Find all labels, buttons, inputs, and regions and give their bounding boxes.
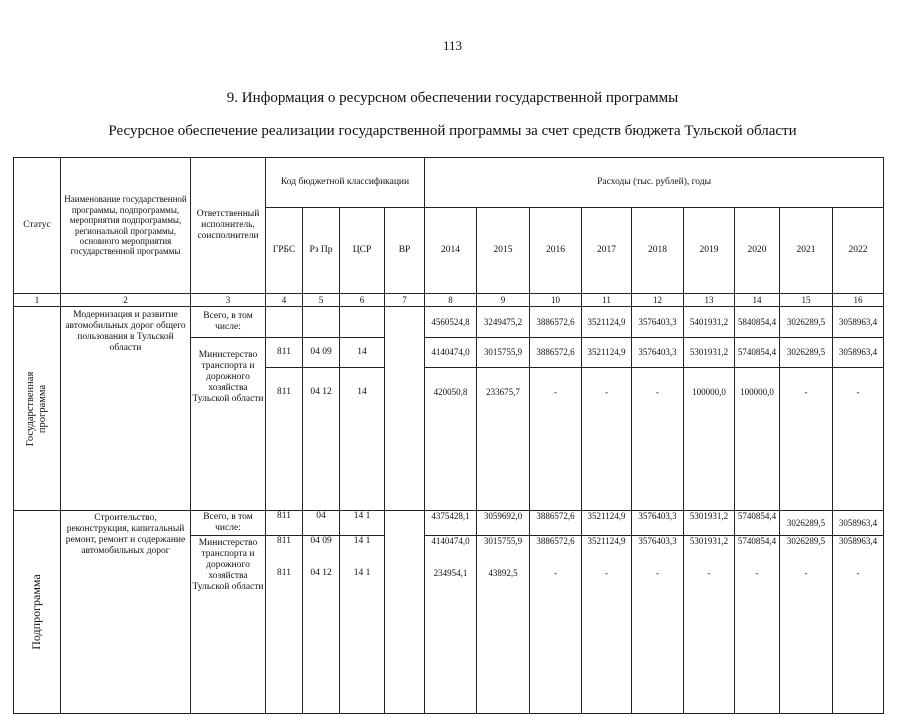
header-year: 2018 — [632, 208, 684, 294]
responsible-cell — [191, 307, 266, 511]
year-cell — [780, 511, 833, 714]
year-cell — [632, 511, 684, 714]
rzpr-cell — [303, 307, 340, 511]
expense-value: 3026289,5 — [786, 517, 826, 528]
expense-value: 4375428,1 — [431, 511, 470, 521]
grbs-value: 811 — [277, 567, 291, 578]
col-number: 11 — [582, 294, 632, 307]
year-cell — [684, 511, 735, 714]
header-year: 2016 — [530, 208, 582, 294]
year-cell — [833, 511, 884, 714]
year-cell — [735, 307, 780, 511]
year-cell — [780, 307, 833, 511]
expense-value: 233675,7 — [477, 367, 529, 417]
vr-cell — [385, 511, 425, 714]
status-label: Подпрограмма — [29, 574, 44, 650]
expense-value: 3576403,3 — [632, 535, 683, 563]
grbs-value: 811 — [266, 337, 302, 367]
expense-value: 234954,1 — [433, 567, 468, 578]
col-number: 6 — [340, 294, 385, 307]
col-number: 14 — [735, 294, 780, 307]
expense-value: 5740854,4 — [735, 337, 779, 367]
col-number: 2 — [61, 294, 191, 307]
header-expenses: Расходы (тыс. рублей), годы — [425, 158, 884, 208]
expense-value: 3521124,9 — [582, 337, 631, 367]
header-year: 2022 — [833, 208, 884, 294]
expense-value: - — [780, 367, 832, 417]
header-grbs: ГРБС — [266, 208, 303, 294]
expense-value: 3886572,6 — [536, 511, 575, 521]
resp-total: Всего, в том числе: — [203, 311, 253, 332]
status-label: Государственная программа — [24, 371, 48, 446]
expense-value: 3576403,3 — [638, 511, 677, 521]
year-cell — [582, 511, 632, 714]
year-cell — [425, 307, 477, 511]
col-number: 15 — [780, 294, 833, 307]
expense-value: - — [833, 367, 883, 417]
expense-value: 100000,0 — [684, 367, 734, 417]
expense-value: - — [856, 567, 860, 578]
expense-value: 5740854,4 — [735, 535, 779, 563]
col-number: 8 — [425, 294, 477, 307]
expense-value: 3521124,9 — [587, 316, 626, 327]
csr-value: 14 1 — [353, 511, 371, 521]
csr-value: 14 — [340, 367, 384, 417]
header-budget-code: Код бюджетной классификации — [266, 158, 425, 208]
year-cell — [425, 511, 477, 714]
expense-value: - — [804, 567, 808, 578]
grbs-value — [266, 307, 302, 337]
vr-cell — [385, 307, 425, 511]
rzpr-cell — [303, 511, 340, 714]
rzpr-value: 04 12 — [310, 567, 332, 578]
col-number: 3 — [191, 294, 266, 307]
expense-value: 3058963,4 — [833, 535, 883, 563]
expense-value: 3521124,9 — [587, 511, 626, 521]
expense-value: 3015755,9 — [477, 535, 529, 563]
rzpr-value: 04 12 — [303, 367, 339, 417]
rzpr-value: 04 09 — [303, 337, 339, 367]
header-status: Статус — [14, 158, 61, 294]
year-cell — [477, 307, 530, 511]
expense-value: 3026289,5 — [780, 535, 832, 563]
expense-value: 420050,8 — [425, 367, 476, 417]
expense-value: 3886572,6 — [530, 337, 581, 367]
col-number: 1 — [14, 294, 61, 307]
expense-value: - — [582, 367, 631, 417]
responsible-cell — [191, 511, 266, 714]
expense-value: - — [755, 567, 759, 578]
expense-value: 4560524,8 — [431, 316, 470, 327]
col-number: 10 — [530, 294, 582, 307]
expense-value: - — [656, 567, 660, 578]
year-cell — [632, 307, 684, 511]
status-cell — [14, 511, 61, 714]
resp-ministry: Министерство транспорта и дорожного хозяйства Тульской области — [191, 337, 265, 417]
expense-value: 5401931,2 — [689, 316, 729, 327]
grbs-value: 811 — [277, 511, 291, 521]
expense-value: 43892,5 — [488, 567, 518, 578]
expense-value: 3886572,6 — [530, 535, 581, 563]
year-cell — [530, 307, 582, 511]
header-name: Наименование государственной программы, подпрограммы, мероприятия подпрограммы, региональной программы, основного мероприятия государственной программы — [61, 158, 191, 294]
column-numbers-row — [14, 294, 884, 307]
csr-value: 14 1 — [353, 567, 371, 578]
col-number: 12 — [632, 294, 684, 307]
csr-cell — [340, 307, 385, 511]
expense-value: 3058963,4 — [838, 517, 878, 528]
expense-value: 5301931,2 — [689, 511, 729, 521]
header-rzpr: Рз Пр — [303, 208, 340, 294]
col-number: 16 — [833, 294, 884, 307]
expense-value: 100000,0 — [735, 367, 779, 417]
col-number: 5 — [303, 294, 340, 307]
expense-value: 3521124,9 — [582, 535, 631, 563]
col-number: 7 — [385, 294, 425, 307]
program-name: Модернизация и развитие автомобильных дорог общего пользования в Тульской области — [61, 307, 191, 511]
year-cell — [477, 511, 530, 714]
expense-value: - — [530, 367, 581, 417]
year-cell — [833, 307, 884, 511]
grbs-cell — [266, 307, 303, 511]
header-vr: ВР — [385, 208, 425, 294]
header-year: 2021 — [780, 208, 833, 294]
expense-value: - — [632, 367, 683, 417]
header-year: 2020 — [735, 208, 780, 294]
header-csr: ЦСР — [340, 208, 385, 294]
section-title: 9. Информация о ресурсном обеспечении государственной программы — [226, 90, 679, 106]
table-subtitle: Ресурсное обеспечение реализации государственной программы за счет средств бюджета Тульской области — [108, 123, 797, 139]
expense-value: - — [554, 567, 558, 578]
expense-value: 5301931,2 — [684, 337, 734, 367]
grbs-value: 811 — [266, 367, 302, 417]
header-year: 2019 — [684, 208, 735, 294]
grbs-value: 811 — [266, 535, 302, 563]
grbs-cell — [266, 511, 303, 714]
year-cell — [684, 307, 735, 511]
header-year: 2015 — [477, 208, 530, 294]
year-cell — [582, 307, 632, 511]
section-state-program — [14, 307, 884, 511]
resource-table — [13, 157, 884, 714]
expense-value: - — [707, 567, 711, 578]
col-number: 4 — [266, 294, 303, 307]
col-number: 9 — [477, 294, 530, 307]
section-subprogram — [14, 511, 884, 714]
rzpr-value — [303, 307, 339, 337]
csr-value: 14 1 — [340, 535, 384, 563]
header-year: 2014 — [425, 208, 477, 294]
expense-value: 3886572,6 — [536, 316, 575, 327]
subprogram-name: Строительство, реконструкция, капитальный ремонт, ремонт и содержание автомобильных дорог — [61, 511, 191, 714]
expense-value: 3015755,9 — [477, 337, 529, 367]
year-cell — [530, 511, 582, 714]
rzpr-value: 04 — [316, 511, 326, 521]
csr-value: 14 — [340, 337, 384, 367]
expense-value: 4140474,0 — [425, 535, 476, 563]
expense-value: 3059692,0 — [483, 511, 523, 521]
expense-value: 5740854,4 — [737, 511, 777, 521]
expense-value: 5301931,2 — [684, 535, 734, 563]
expense-value: 3058963,4 — [833, 337, 883, 367]
resp-total: Всего, в том числе: — [203, 512, 253, 533]
expense-value: - — [605, 567, 609, 578]
expense-value: 3576403,3 — [632, 337, 683, 367]
status-cell — [14, 307, 61, 511]
expense-value: 3576403,3 — [638, 316, 677, 327]
resp-ministry: Министерство транспорта и дорожного хозяйства Тульской области — [191, 535, 265, 609]
csr-value — [340, 307, 384, 337]
header-responsible: Ответственный исполнитель, соисполнители — [191, 158, 266, 294]
header-year: 2017 — [582, 208, 632, 294]
expense-value: 3026289,5 — [786, 316, 826, 327]
year-cell — [735, 511, 780, 714]
expense-value: 4140474,0 — [425, 337, 476, 367]
expense-value: 5840854,4 — [737, 316, 777, 327]
col-number: 13 — [684, 294, 735, 307]
rzpr-value: 04 09 — [303, 535, 339, 563]
expense-value: 3058963,4 — [838, 316, 878, 327]
expense-value: 3026289,5 — [780, 337, 832, 367]
csr-cell — [340, 511, 385, 714]
expense-value: 3249475,2 — [483, 316, 523, 327]
page-number: 113 — [442, 38, 463, 53]
